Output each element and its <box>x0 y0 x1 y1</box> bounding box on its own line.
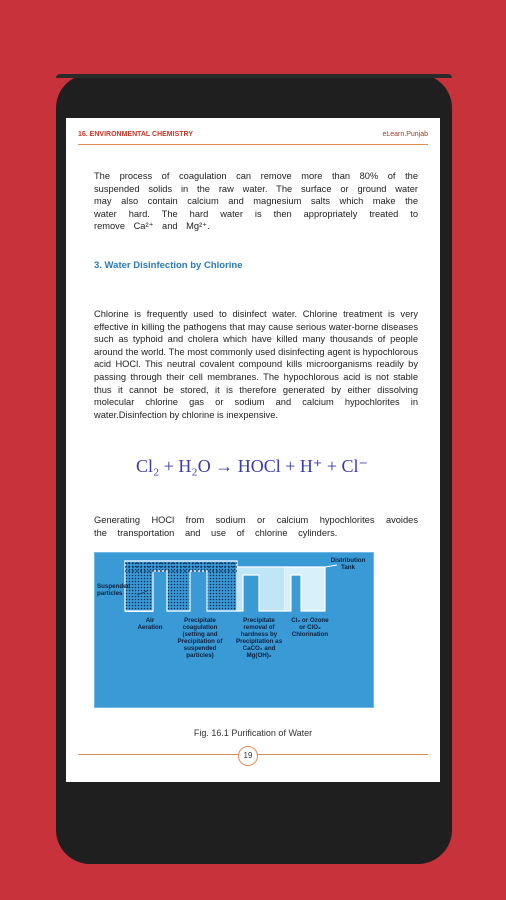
purification-diagram <box>94 552 374 708</box>
label-hardness-removal: Precipitate removal of hardness by Precipitation as CaCO₃ and Mg(OH)₂ <box>235 617 283 659</box>
equation-products: HOCl + H⁺ + Cl⁻ <box>237 456 369 476</box>
page-number: 19 <box>238 746 258 766</box>
equation-reactants: Cl₂ + H₂O <box>136 456 211 476</box>
footer-line-right <box>258 754 428 755</box>
header-divider <box>78 144 428 145</box>
label-air-aeration: Air Aeration <box>137 617 163 631</box>
paragraph-coagulation: The process of coagulation can remove more than 80% of the suspended solids in the raw water. The surface or ground water may also contain calcium and magnesium salts which make the water hard. The hard water is then appropriately treated to remove Ca²⁺ and Mg²⁺. <box>94 171 418 232</box>
figure-caption: Fig. 16.1 Purification of Water <box>193 728 313 738</box>
phone-top-edge <box>56 74 452 78</box>
paragraph-chlorine: Chlorine is frequently used to disinfect water. Chlorine treatment is very effective in killing the pathogens that may cause serious water-borne diseases such as typhoid and cholera which have killed many thousands of people around the world. The most commonly used disinfecting agent is hypochlorous acid HOCl. This neutral covalent compound kills microorganisms readily by passing through their cell membranes. The hypochlorous acid is not stable thus it cannot be stored, it is therefore generated by either dissolving molecular chlorine gas or sodium and calcium hypochlorites in water.Disinfection by chlorine is inexpensive. <box>94 309 418 420</box>
footer-line-left <box>78 754 238 755</box>
chapter-title: 16. ENVIRONMENTAL CHEMISTRY <box>78 131 193 138</box>
surface-particles <box>125 561 237 573</box>
label-distribution-tank: Distribution Tank <box>330 557 366 571</box>
label-chlorination: Cl₂ or Ozone or ClO₂ Chlorination <box>291 617 329 638</box>
paragraph-hypochlorite: Generating HOCl from sodium or calcium hypochlorites avoides the transportation and use of chlorine cylinders. <box>94 515 418 538</box>
brand-label: eLearn.Punjab <box>382 131 428 138</box>
equation-arrow: → <box>215 456 234 476</box>
label-suspended-particles: Suspended particles <box>97 583 131 597</box>
coagulation-tank <box>237 567 285 611</box>
section-title: 3. Water Disinfection by Chlorine <box>94 260 243 271</box>
document-page[interactable] <box>66 118 440 782</box>
label-coagulation: Precipitate coagulation (setting and Precipitation of suspended particles) <box>177 617 223 659</box>
chemical-equation <box>136 456 368 477</box>
page-header <box>78 128 428 142</box>
chlorination-tank <box>285 567 325 611</box>
